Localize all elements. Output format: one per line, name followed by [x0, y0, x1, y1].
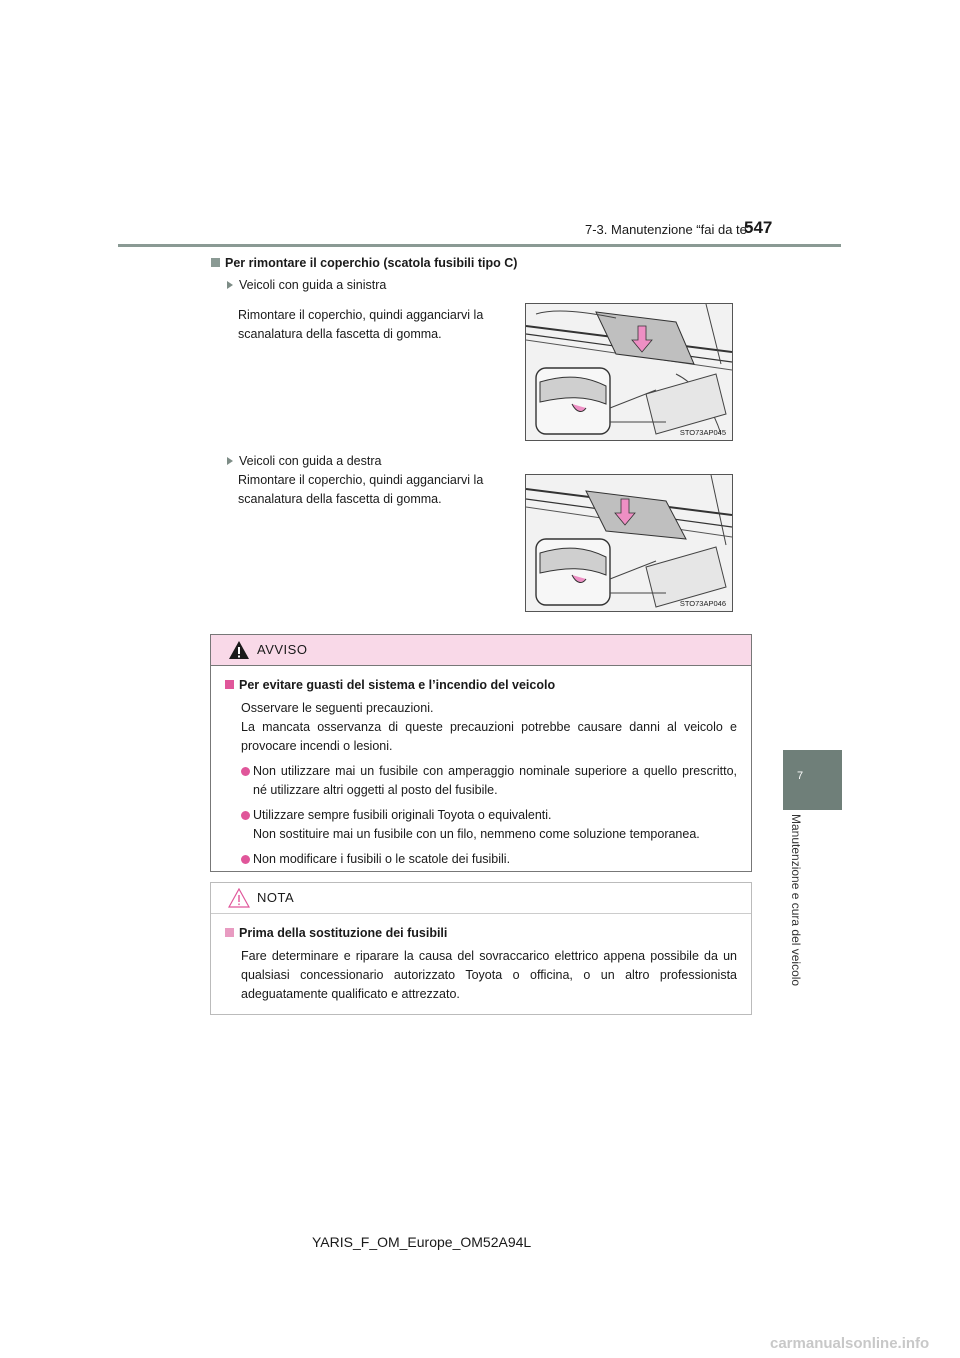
header-rule — [118, 244, 841, 247]
figure-left-hand-drive — [525, 303, 733, 441]
warning-bullet — [225, 806, 737, 844]
chapter-side-title — [785, 814, 807, 987]
square-bullet-icon — [225, 928, 234, 937]
warning-label: AVVISO — [257, 642, 308, 657]
note-box-header — [211, 883, 751, 914]
note-text: Fare determinare e riparare la causa del sovraccarico elettrico appena possibile da un qualsiasi concessionario autorizzato Toyota o officina, o un altro professionista adeguatamente qualificato e attrezzato. — [241, 949, 737, 1001]
section-title-text: Per rimontare il coperchio (scatola fusibili tipo C) — [225, 256, 518, 270]
warning-subtitle-text: Per evitare guasti del sistema e l’incendio del veicolo — [239, 678, 556, 692]
warning-bullet-text: Non utilizzare mai un fusibile con amperaggio nominale superiore a quello prescritto, né utilizzare altri oggetti al posto del fusibile. — [253, 764, 737, 797]
warning-bullet-text: Utilizzare sempre fusibili originali Toyota o equivalenti. — [253, 808, 552, 822]
warning-subtitle — [225, 676, 737, 695]
bullet-dot-icon — [241, 811, 250, 820]
item-label-right-hand-drive — [227, 454, 381, 468]
warning-box-body — [211, 666, 751, 881]
warning-bullet — [225, 762, 737, 800]
warning-intro-line: Osservare le seguenti precauzioni. — [241, 701, 434, 715]
note-box — [210, 882, 752, 1015]
item-label-left-hand-drive — [227, 278, 386, 292]
warning-intro — [225, 699, 737, 756]
bullet-dot-icon — [241, 855, 250, 864]
warning-bullet — [225, 850, 737, 869]
item-label-text: Veicoli con guida a destra — [239, 454, 382, 468]
figure-code: STO73AP046 — [679, 599, 726, 608]
document-id: YARIS_F_OM_Europe_OM52A94L — [312, 1234, 532, 1250]
figure-right-hand-drive — [525, 474, 733, 612]
fuse-box-cover-illustration — [526, 475, 732, 611]
warning-bullet-text: Non sostituire mai un fusibile con un filo, nemmeno come soluzione temporanea. — [253, 827, 700, 841]
page-number: 547 — [744, 218, 773, 237]
note-label: NOTA — [257, 890, 295, 905]
warning-bullet-text: Non modificare i fusibili o le scatole dei fusibili. — [253, 852, 511, 866]
chapter-number: 7 — [796, 770, 804, 782]
warning-triangle-icon — [228, 640, 250, 660]
note-subtitle — [225, 924, 737, 943]
item-text-left-hand-drive: Rimontare il coperchio, quindi agganciarvi la scanalatura della fascetta di gomma. — [238, 308, 484, 341]
warning-box — [210, 634, 752, 872]
item-text-right-hand-drive: Rimontare il coperchio, quindi agganciarvi la scanalatura della fascetta di gomma. — [238, 473, 484, 506]
item-label-text: Veicoli con guida a sinistra — [239, 278, 387, 292]
chapter-title: Manutenzione e cura del veicolo — [789, 814, 803, 987]
bullet-dot-icon — [241, 767, 250, 776]
square-bullet-icon — [225, 680, 234, 689]
square-bullet-icon — [211, 258, 220, 267]
caution-triangle-icon — [228, 888, 250, 908]
watermark: carmanualsonline.info — [770, 1335, 930, 1352]
triangle-bullet-icon — [227, 281, 233, 289]
running-header-section: 7-3. Manutenzione “fai da te” — [585, 222, 752, 237]
warning-box-header — [211, 635, 751, 666]
note-box-body — [211, 914, 751, 1016]
figure-code: STO73AP045 — [679, 428, 726, 437]
fuse-box-cover-illustration — [526, 304, 732, 440]
note-subtitle-text: Prima della sostituzione dei fusibili — [239, 926, 448, 940]
section-title — [211, 256, 517, 270]
triangle-bullet-icon — [227, 457, 233, 465]
warning-intro-line: La mancata osservanza di queste precauzioni potrebbe causare danni al veicolo e provocare incendi o lesioni. — [241, 720, 737, 753]
